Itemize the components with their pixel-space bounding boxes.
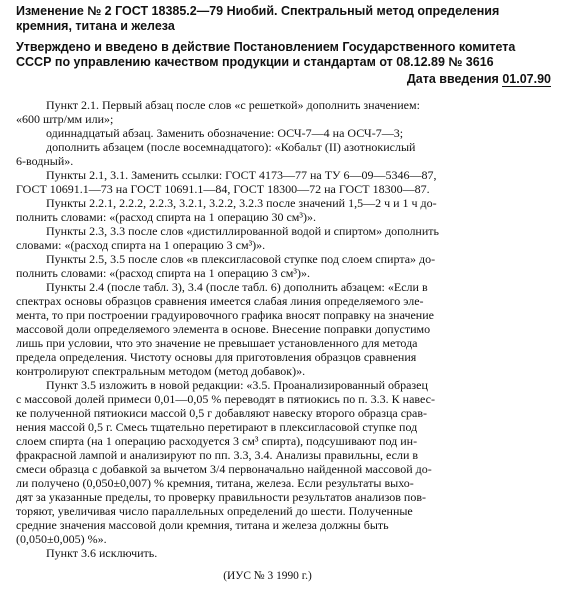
text-line: массовой доли определяемого элемента в основе. Внесение поправки допустимо — [16, 322, 431, 336]
text-line: дят за указанные пределы, то проверку правильности результатов анализов пов- — [16, 490, 426, 504]
text-line: Пункт 3.5 изложить в новой редакции: «3.5. Проанализированный образец — [46, 378, 428, 392]
amendment-title-line1: Изменение № 2 ГОСТ 18385.2—79 Ниобий. Спектральный метод определения — [16, 4, 500, 18]
text-line: одиннадцатый абзац. Заменить обозначение: ОСЧ-7—4 на ОСЧ-7—3; — [46, 126, 404, 140]
text-line: 6-водный». — [16, 154, 74, 168]
effective-date-value: 01.07.90 — [502, 72, 551, 86]
text-line: дополнить абзацем (после восемнадцатого): «Кобальт (II) азотнокислый — [46, 140, 416, 154]
amendment-title-line2: кремния, титана и железа — [16, 19, 175, 33]
text-line: Пункт 3.6 исключить. — [46, 546, 158, 560]
effective-date-label: Дата введения — [406, 72, 503, 86]
text-line: ли получено (0,050±0,007) % кремния, титана, железа. Если результаты выхо- — [16, 476, 414, 490]
approval-line2: СССР по управлению качеством продукции и стандартам от 08.12.89 № 3616 — [16, 55, 494, 69]
effective-date — [407, 72, 551, 87]
text-line: Пункты 2.5, 3.5 после слов «в плексигласовой ступке под слоем спирта» до- — [46, 252, 436, 266]
text-line: ГОСТ 10691.1—73 на ГОСТ 10691.1—84, ГОСТ 18300—72 на ГОСТ 18300—87. — [16, 182, 430, 196]
text-line: (0,050±0,005) %». — [16, 532, 107, 546]
text-line: торяют, увеличивая число параллельных определений до шести. Полученные — [16, 504, 413, 518]
text-line: с массовой долей примеси 0,01—0,05 % переводят в пятиокись по п. 3.3. К навес- — [16, 392, 435, 406]
text-line: средние значения массовой доли кремния, титана и железа должны быть — [16, 518, 389, 532]
text-line: ке полученной пятиокиси массой 0,5 г добавляют навеску второго образца срав- — [16, 406, 428, 420]
text-line: полнить словами: «(расход спирта на 1 операцию 3 см³)». — [16, 266, 310, 280]
text-line: лишь при условии, что это значение не превышает установленного для метода — [16, 336, 418, 350]
text-line: спектрах основы образцов сравнения имеется слабая линия определяемого эле- — [16, 294, 424, 308]
text-line: предела определения. Чистоту основы для приготовления образцов сравнения — [16, 350, 417, 364]
text-line: Пункты 2.2.1, 2.2.2, 2.2.3, 3.2.1, 3.2.2, 3.2.3 после значений 1,5—2 ч и 1 ч до- — [46, 196, 437, 210]
text-line: полнить словами: «(расход спирта на 1 операцию 30 см³)». — [16, 210, 316, 224]
text-line: словами: «(расход спирта на 1 операцию 3 см³)». — [16, 238, 266, 252]
text-line: нения массой 0,5 г. Смесь тщательно перетирают в плексигласовой ступке под — [16, 420, 418, 434]
text-line: «600 штр/мм или»; — [16, 112, 114, 126]
approval-line1: Утверждено и введено в действие Постановлением Государственного комитета — [16, 40, 516, 54]
text-line: смеси образца с добавкой за вычетом 3/4 первоначально найденной массовой до- — [16, 462, 432, 476]
text-line: мента, то при построении градуировочного графика вносят поправку на значение — [16, 308, 434, 322]
source-reference: (ИУС № 3 1990 г.) — [223, 568, 312, 582]
text-line: фракрасной лампой и анализируют по пп. 3.3, 3.4. Анализы правильны, если в — [16, 448, 419, 462]
text-line: контролируют спектральным методом (метод добавок)». — [16, 364, 306, 378]
text-line: Пункты 2.4 (после табл. 3), 3.4 (после табл. 6) дополнить абзацем: «Если в — [46, 280, 428, 294]
text-line: Пункт 2.1. Первый абзац после слов «с решеткой» дополнить значением: — [46, 98, 420, 112]
text-line: Пункты 2.1, 3.1. Заменить ссылки: ГОСТ 4173—77 на ТУ 6—09—5346—87, — [46, 168, 437, 182]
text-line: слоем спирта (на 1 операцию расходуется 3 см³ спирта), подсушивают под ин- — [16, 434, 418, 448]
text-line: Пункты 2.3, 3.3 после слов «дистиллированной водой и спиртом» дополнить — [46, 224, 439, 238]
